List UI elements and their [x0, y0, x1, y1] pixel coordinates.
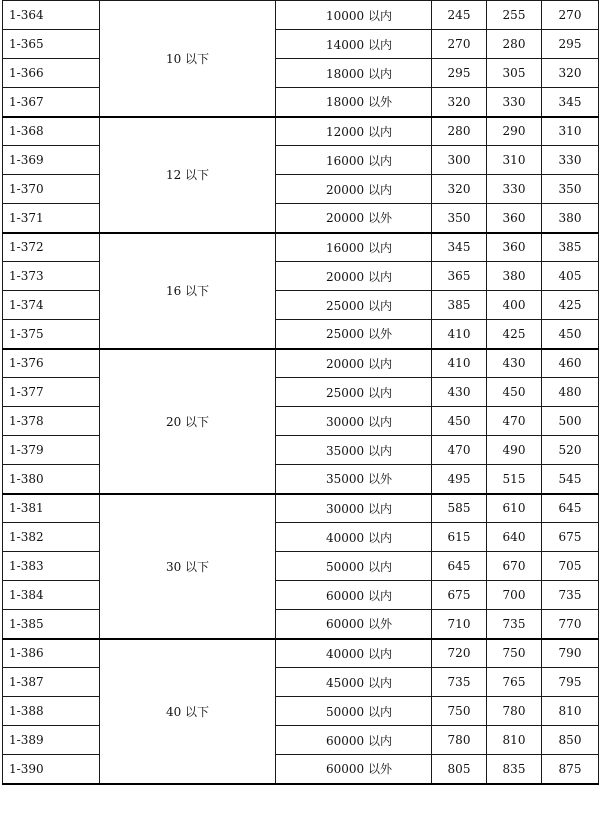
- capacity-cell: 18000 以外: [276, 88, 432, 117]
- value-cell-2: 610: [487, 494, 542, 523]
- table-row: [3, 610, 599, 639]
- table-row: [3, 494, 599, 523]
- value-cell-2: 750: [487, 639, 542, 668]
- value-cell-1: 300: [432, 146, 487, 175]
- value-cell-3: 645: [542, 494, 599, 523]
- value-cell-2: 425: [487, 320, 542, 349]
- capacity-cell: 20000 以外: [276, 204, 432, 233]
- value-cell-2: 640: [487, 523, 542, 552]
- item-code-cell: 1-371: [3, 204, 100, 233]
- value-cell-1: 805: [432, 755, 487, 784]
- value-cell-1: 345: [432, 233, 487, 262]
- table-row: [3, 146, 599, 175]
- value-cell-3: 460: [542, 349, 599, 378]
- table-row: [3, 378, 599, 407]
- item-code-cell: 1-382: [3, 523, 100, 552]
- capacity-cell: 25000 以内: [276, 378, 432, 407]
- value-cell-2: 290: [487, 117, 542, 146]
- value-cell-1: 410: [432, 349, 487, 378]
- capacity-cell: 20000 以内: [276, 175, 432, 204]
- item-code-cell: 1-372: [3, 233, 100, 262]
- table-row: [3, 59, 599, 88]
- capacity-cell: 50000 以内: [276, 697, 432, 726]
- value-cell-3: 705: [542, 552, 599, 581]
- item-code-cell: 1-367: [3, 88, 100, 117]
- value-cell-3: 810: [542, 697, 599, 726]
- capacity-cell: 16000 以内: [276, 233, 432, 262]
- table-row: [3, 30, 599, 59]
- value-cell-2: 470: [487, 407, 542, 436]
- group-label-cell: 12 以下: [100, 117, 276, 233]
- rate-table-body: [3, 1, 599, 784]
- item-code-cell: 1-370: [3, 175, 100, 204]
- item-code-cell: 1-390: [3, 755, 100, 784]
- capacity-cell: 45000 以内: [276, 668, 432, 697]
- value-cell-3: 405: [542, 262, 599, 291]
- value-cell-3: 545: [542, 465, 599, 494]
- value-cell-2: 430: [487, 349, 542, 378]
- value-cell-3: 350: [542, 175, 599, 204]
- value-cell-2: 490: [487, 436, 542, 465]
- value-cell-2: 810: [487, 726, 542, 755]
- item-code-cell: 1-375: [3, 320, 100, 349]
- value-cell-3: 295: [542, 30, 599, 59]
- capacity-cell: 20000 以内: [276, 262, 432, 291]
- capacity-cell: 12000 以内: [276, 117, 432, 146]
- group-label-cell: 30 以下: [100, 494, 276, 639]
- item-code-cell: 1-377: [3, 378, 100, 407]
- value-cell-1: 710: [432, 610, 487, 639]
- value-cell-1: 720: [432, 639, 487, 668]
- table-row: [3, 755, 599, 784]
- table-row: [3, 407, 599, 436]
- table-row: [3, 291, 599, 320]
- table-row: [3, 117, 599, 146]
- value-cell-2: 380: [487, 262, 542, 291]
- item-code-cell: 1-378: [3, 407, 100, 436]
- item-code-cell: 1-383: [3, 552, 100, 581]
- value-cell-2: 330: [487, 88, 542, 117]
- value-cell-1: 295: [432, 59, 487, 88]
- value-cell-1: 350: [432, 204, 487, 233]
- value-cell-1: 470: [432, 436, 487, 465]
- value-cell-1: 735: [432, 668, 487, 697]
- item-code-cell: 1-366: [3, 59, 100, 88]
- value-cell-2: 310: [487, 146, 542, 175]
- item-code-cell: 1-386: [3, 639, 100, 668]
- capacity-cell: 40000 以内: [276, 523, 432, 552]
- group-label-cell: 40 以下: [100, 639, 276, 784]
- capacity-cell: 60000 以外: [276, 610, 432, 639]
- value-cell-2: 515: [487, 465, 542, 494]
- value-cell-2: 360: [487, 204, 542, 233]
- capacity-cell: 25000 以内: [276, 291, 432, 320]
- capacity-cell: 50000 以内: [276, 552, 432, 581]
- group-label-cell: 10 以下: [100, 1, 276, 117]
- item-code-cell: 1-365: [3, 30, 100, 59]
- value-cell-1: 675: [432, 581, 487, 610]
- item-code-cell: 1-373: [3, 262, 100, 291]
- value-cell-1: 430: [432, 378, 487, 407]
- value-cell-3: 345: [542, 88, 599, 117]
- value-cell-1: 365: [432, 262, 487, 291]
- capacity-cell: 18000 以内: [276, 59, 432, 88]
- table-row: [3, 552, 599, 581]
- capacity-cell: 30000 以内: [276, 407, 432, 436]
- table-row: [3, 349, 599, 378]
- table-row: [3, 465, 599, 494]
- value-cell-1: 385: [432, 291, 487, 320]
- table-row: [3, 436, 599, 465]
- item-code-cell: 1-364: [3, 1, 100, 30]
- value-cell-3: 850: [542, 726, 599, 755]
- table-row: [3, 639, 599, 668]
- value-cell-2: 780: [487, 697, 542, 726]
- value-cell-2: 700: [487, 581, 542, 610]
- value-cell-1: 320: [432, 175, 487, 204]
- table-row: [3, 726, 599, 755]
- item-code-cell: 1-381: [3, 494, 100, 523]
- capacity-cell: 10000 以内: [276, 1, 432, 30]
- value-cell-1: 585: [432, 494, 487, 523]
- item-code-cell: 1-380: [3, 465, 100, 494]
- rate-table: [2, 0, 599, 785]
- value-cell-2: 255: [487, 1, 542, 30]
- item-code-cell: 1-389: [3, 726, 100, 755]
- value-cell-3: 385: [542, 233, 599, 262]
- table-row: [3, 320, 599, 349]
- table-row: [3, 1, 599, 30]
- item-code-cell: 1-385: [3, 610, 100, 639]
- table-row: [3, 668, 599, 697]
- value-cell-3: 795: [542, 668, 599, 697]
- capacity-cell: 60000 以外: [276, 755, 432, 784]
- item-code-cell: 1-369: [3, 146, 100, 175]
- value-cell-2: 360: [487, 233, 542, 262]
- table-row: [3, 262, 599, 291]
- item-code-cell: 1-379: [3, 436, 100, 465]
- table-row: [3, 88, 599, 117]
- value-cell-3: 450: [542, 320, 599, 349]
- value-cell-2: 305: [487, 59, 542, 88]
- value-cell-3: 480: [542, 378, 599, 407]
- value-cell-3: 675: [542, 523, 599, 552]
- capacity-cell: 60000 以内: [276, 581, 432, 610]
- value-cell-2: 450: [487, 378, 542, 407]
- table-row: [3, 175, 599, 204]
- capacity-cell: 40000 以内: [276, 639, 432, 668]
- value-cell-2: 670: [487, 552, 542, 581]
- capacity-cell: 60000 以内: [276, 726, 432, 755]
- capacity-cell: 35000 以外: [276, 465, 432, 494]
- table-row: [3, 204, 599, 233]
- table-row: [3, 523, 599, 552]
- value-cell-3: 500: [542, 407, 599, 436]
- table-row: [3, 697, 599, 726]
- table-row: [3, 581, 599, 610]
- value-cell-3: 520: [542, 436, 599, 465]
- value-cell-2: 835: [487, 755, 542, 784]
- value-cell-1: 645: [432, 552, 487, 581]
- value-cell-1: 270: [432, 30, 487, 59]
- value-cell-3: 875: [542, 755, 599, 784]
- value-cell-3: 320: [542, 59, 599, 88]
- value-cell-3: 735: [542, 581, 599, 610]
- value-cell-2: 765: [487, 668, 542, 697]
- item-code-cell: 1-368: [3, 117, 100, 146]
- value-cell-3: 270: [542, 1, 599, 30]
- value-cell-3: 380: [542, 204, 599, 233]
- value-cell-2: 280: [487, 30, 542, 59]
- value-cell-3: 425: [542, 291, 599, 320]
- value-cell-1: 320: [432, 88, 487, 117]
- value-cell-2: 330: [487, 175, 542, 204]
- value-cell-1: 750: [432, 697, 487, 726]
- value-cell-3: 790: [542, 639, 599, 668]
- group-label-cell: 16 以下: [100, 233, 276, 349]
- value-cell-1: 780: [432, 726, 487, 755]
- value-cell-3: 310: [542, 117, 599, 146]
- capacity-cell: 14000 以内: [276, 30, 432, 59]
- item-code-cell: 1-388: [3, 697, 100, 726]
- item-code-cell: 1-384: [3, 581, 100, 610]
- value-cell-2: 400: [487, 291, 542, 320]
- value-cell-3: 770: [542, 610, 599, 639]
- item-code-cell: 1-376: [3, 349, 100, 378]
- table-row: [3, 233, 599, 262]
- capacity-cell: 25000 以外: [276, 320, 432, 349]
- value-cell-1: 410: [432, 320, 487, 349]
- item-code-cell: 1-387: [3, 668, 100, 697]
- value-cell-1: 615: [432, 523, 487, 552]
- item-code-cell: 1-374: [3, 291, 100, 320]
- capacity-cell: 35000 以内: [276, 436, 432, 465]
- value-cell-1: 280: [432, 117, 487, 146]
- capacity-cell: 30000 以内: [276, 494, 432, 523]
- value-cell-1: 450: [432, 407, 487, 436]
- value-cell-1: 245: [432, 1, 487, 30]
- capacity-cell: 20000 以内: [276, 349, 432, 378]
- capacity-cell: 16000 以内: [276, 146, 432, 175]
- value-cell-3: 330: [542, 146, 599, 175]
- group-label-cell: 20 以下: [100, 349, 276, 494]
- value-cell-1: 495: [432, 465, 487, 494]
- value-cell-2: 735: [487, 610, 542, 639]
